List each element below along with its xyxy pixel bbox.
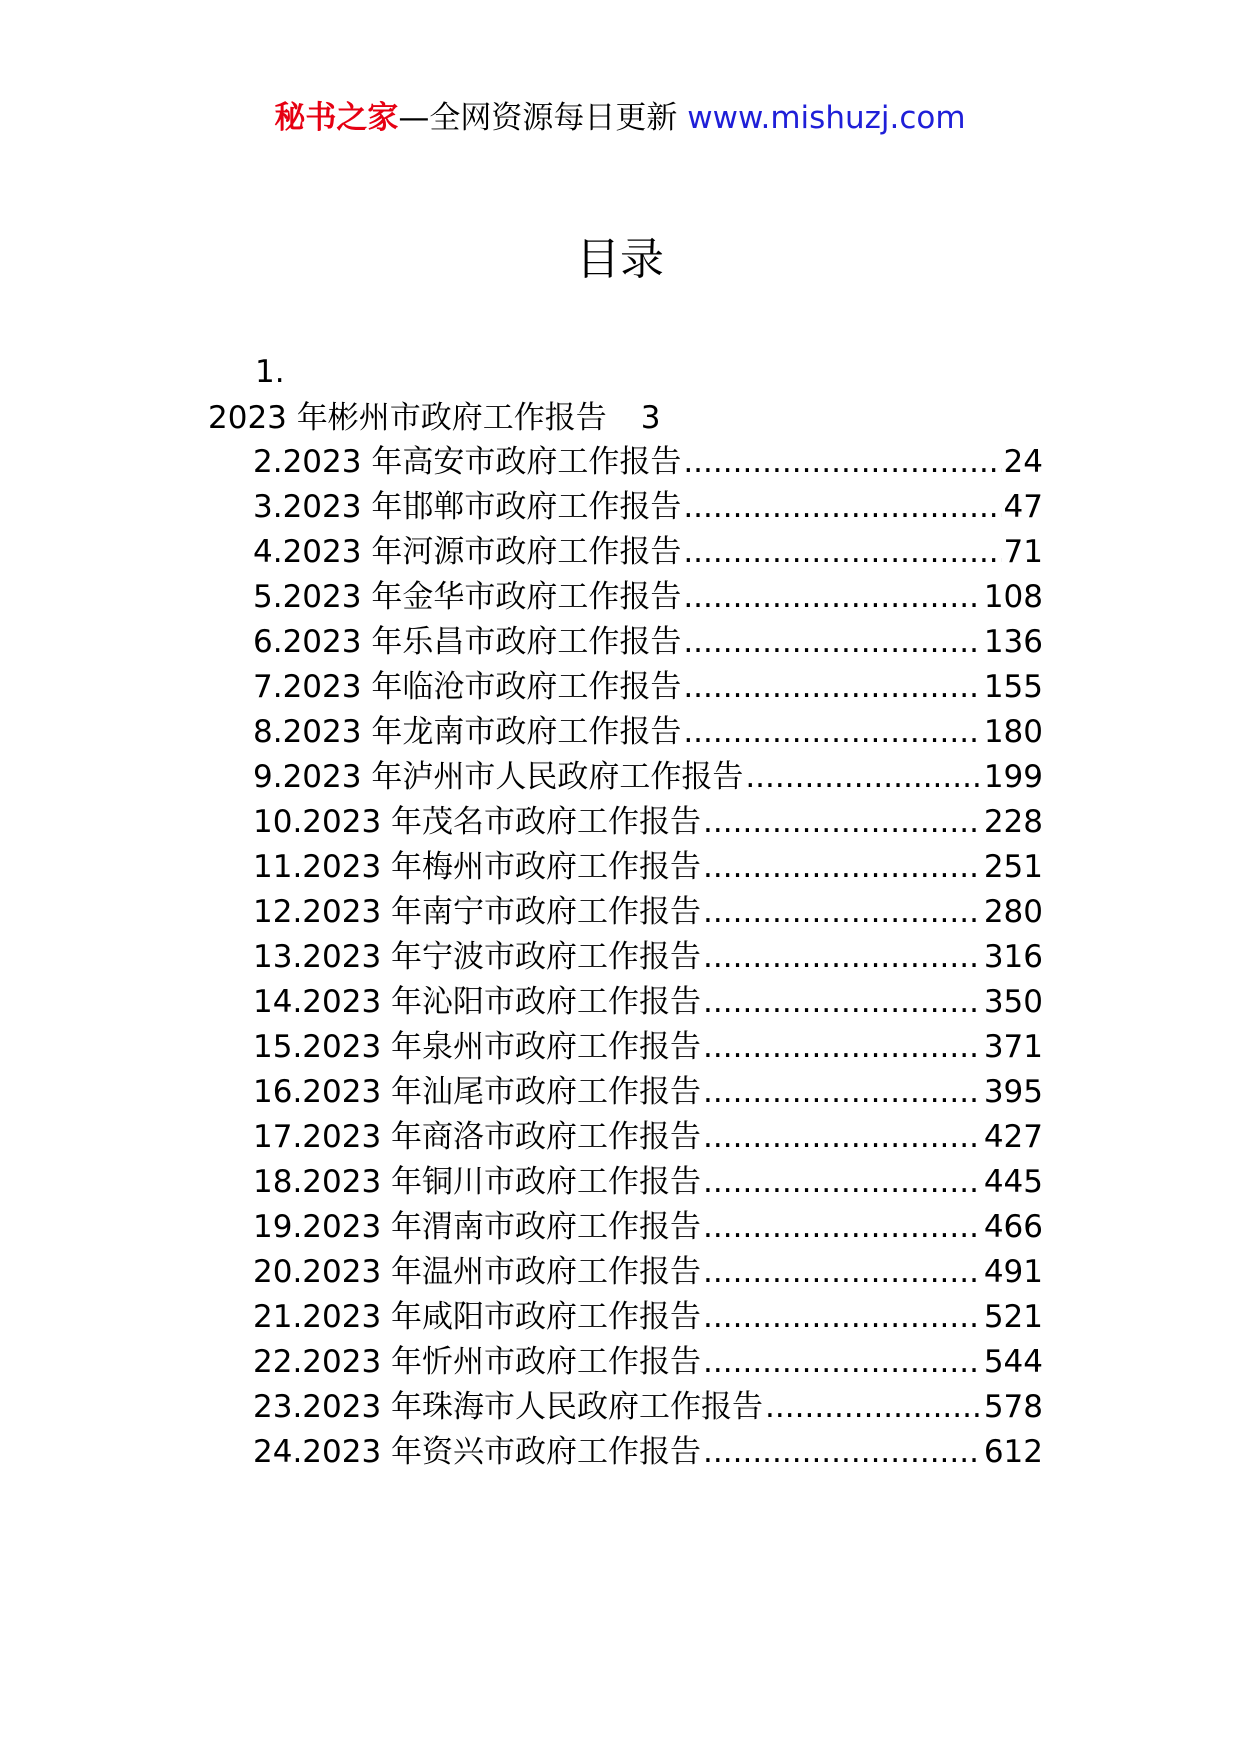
toc-entry-page: 180 xyxy=(983,714,1043,750)
toc-entry-page: 466 xyxy=(983,1209,1043,1245)
toc-entry-page: 521 xyxy=(983,1299,1043,1335)
toc-entry-label: 10.2023 年茂名市政府工作报告 xyxy=(253,804,702,840)
toc-entry-page: 251 xyxy=(983,849,1043,885)
toc-dot-leader xyxy=(683,620,982,665)
toc-dot-leader xyxy=(703,845,982,890)
toc-entry-page: 108 xyxy=(983,579,1043,615)
toc-entry-page: 427 xyxy=(983,1119,1043,1155)
toc-dot-leader xyxy=(765,1385,982,1430)
toc-entry-page: 445 xyxy=(983,1164,1043,1200)
toc-entry-label: 15.2023 年泉州市政府工作报告 xyxy=(253,1029,702,1065)
toc-entry-label: 5.2023 年金华市政府工作报告 xyxy=(253,579,682,615)
toc-dot-leader xyxy=(703,1340,982,1385)
toc-entry-label: 9.2023 年泸州市人民政府工作报告 xyxy=(253,759,744,795)
toc-entry-page: 280 xyxy=(983,894,1043,930)
toc-entry[interactable] xyxy=(253,1385,1043,1430)
toc-entry[interactable] xyxy=(253,485,1043,530)
toc-entry-label: 19.2023 年渭南市政府工作报告 xyxy=(253,1209,702,1245)
site-header xyxy=(0,98,1240,138)
toc-entry-label: 21.2023 年咸阳市政府工作报告 xyxy=(253,1299,702,1335)
toc-entry-page: 71 xyxy=(1003,534,1043,570)
toc-entry-label: 4.2023 年河源市政府工作报告 xyxy=(253,534,682,570)
site-brand: 秘书之家 xyxy=(274,100,399,136)
toc-entry-label: 3.2023 年邯郸市政府工作报告 xyxy=(253,489,682,525)
toc-entry-label: 24.2023 年资兴市政府工作报告 xyxy=(253,1434,702,1470)
toc-entry[interactable] xyxy=(253,710,1043,755)
site-url-link[interactable]: www.mishuzj.com xyxy=(687,100,966,136)
toc-entry[interactable] xyxy=(253,1115,1043,1160)
toc-entry-label: 8.2023 年龙南市政府工作报告 xyxy=(253,714,682,750)
toc-first-entry[interactable] xyxy=(208,398,660,438)
toc-entry-label: 17.2023 年商洛市政府工作报告 xyxy=(253,1119,702,1155)
toc-dot-leader xyxy=(683,530,1001,575)
toc-entry-label: 11.2023 年梅州市政府工作报告 xyxy=(253,849,702,885)
toc-dot-leader xyxy=(703,890,982,935)
toc-entry-label: 23.2023 年珠海市人民政府工作报告 xyxy=(253,1389,764,1425)
toc-entry-page: 350 xyxy=(983,984,1043,1020)
toc-entry[interactable] xyxy=(253,1205,1043,1250)
toc-entry[interactable] xyxy=(253,1430,1043,1475)
toc-entry[interactable] xyxy=(253,1340,1043,1385)
toc-entry-label: 13.2023 年宁波市政府工作报告 xyxy=(253,939,702,975)
toc-entry[interactable] xyxy=(253,755,1043,800)
toc-entry-page: 136 xyxy=(983,624,1043,660)
toc-entry[interactable] xyxy=(253,440,1043,485)
toc-entry-page: 491 xyxy=(983,1254,1043,1290)
toc-entry[interactable] xyxy=(253,890,1043,935)
site-tagline: —全网资源每日更新 xyxy=(398,100,688,136)
toc-entry-label: 2.2023 年高安市政府工作报告 xyxy=(253,444,682,480)
page-title: 目录 xyxy=(576,234,664,285)
toc-entry[interactable] xyxy=(253,1070,1043,1115)
toc-entry[interactable] xyxy=(253,620,1043,665)
toc-dot-leader xyxy=(703,1205,982,1250)
toc-entry[interactable] xyxy=(253,935,1043,980)
toc-entry-page: 316 xyxy=(983,939,1043,975)
toc-dot-leader xyxy=(683,485,1001,530)
toc-entry[interactable] xyxy=(253,1250,1043,1295)
toc-entry[interactable] xyxy=(253,980,1043,1025)
toc-entry-page: 228 xyxy=(983,804,1043,840)
toc-entry-label: 20.2023 年温州市政府工作报告 xyxy=(253,1254,702,1290)
toc-entry-label: 16.2023 年汕尾市政府工作报告 xyxy=(253,1074,702,1110)
toc-entry-label: 6.2023 年乐昌市政府工作报告 xyxy=(253,624,682,660)
toc-entry-page: 544 xyxy=(983,1344,1043,1380)
toc-dot-leader xyxy=(703,1160,982,1205)
toc-entry-label: 18.2023 年铜川市政府工作报告 xyxy=(253,1164,702,1200)
toc-dot-leader xyxy=(703,1430,982,1475)
toc-entry-label: 2023 年彬州市政府工作报告 xyxy=(208,400,607,436)
toc-dot-leader xyxy=(703,1025,982,1070)
toc-entry-page: 395 xyxy=(983,1074,1043,1110)
toc-dot-leader xyxy=(703,800,982,845)
toc-entry[interactable] xyxy=(253,800,1043,845)
toc-entry-page: 371 xyxy=(983,1029,1043,1065)
toc-entry[interactable] xyxy=(253,575,1043,620)
toc-entry-page: 199 xyxy=(983,759,1043,795)
toc-entry-page: 3 xyxy=(640,400,661,436)
toc-entry[interactable] xyxy=(253,1160,1043,1205)
toc-dot-leader xyxy=(703,1250,982,1295)
toc-dot-leader xyxy=(703,1070,982,1115)
toc-dot-leader xyxy=(683,440,1001,485)
toc-dot-leader xyxy=(703,980,982,1025)
toc-dot-leader xyxy=(745,755,982,800)
toc-entry-page: 578 xyxy=(983,1389,1043,1425)
toc-entry[interactable] xyxy=(253,665,1043,710)
toc-entry-label: 22.2023 年忻州市政府工作报告 xyxy=(253,1344,702,1380)
toc-entry-page: 24 xyxy=(1003,444,1043,480)
toc-entry-label: 7.2023 年临沧市政府工作报告 xyxy=(253,669,682,705)
toc-entry-label: 12.2023 年南宁市政府工作报告 xyxy=(253,894,702,930)
toc-entry-page: 47 xyxy=(1003,489,1043,525)
toc-dot-leader xyxy=(683,575,982,620)
toc-entry[interactable] xyxy=(253,845,1043,890)
toc-entry-page: 612 xyxy=(983,1434,1043,1470)
toc-dot-leader xyxy=(683,710,982,755)
toc-dot-leader xyxy=(703,935,982,980)
toc-dot-leader xyxy=(703,1115,982,1160)
toc-first-entry-number: 1. xyxy=(255,354,285,390)
toc-entry[interactable] xyxy=(253,1025,1043,1070)
toc-entry-label: 14.2023 年沁阳市政府工作报告 xyxy=(253,984,702,1020)
toc-dot-leader xyxy=(703,1295,982,1340)
table-of-contents xyxy=(253,440,1043,1475)
toc-entry-page: 155 xyxy=(983,669,1043,705)
toc-dot-leader xyxy=(683,665,982,710)
toc-entry[interactable] xyxy=(253,1295,1043,1340)
toc-entry[interactable] xyxy=(253,530,1043,575)
